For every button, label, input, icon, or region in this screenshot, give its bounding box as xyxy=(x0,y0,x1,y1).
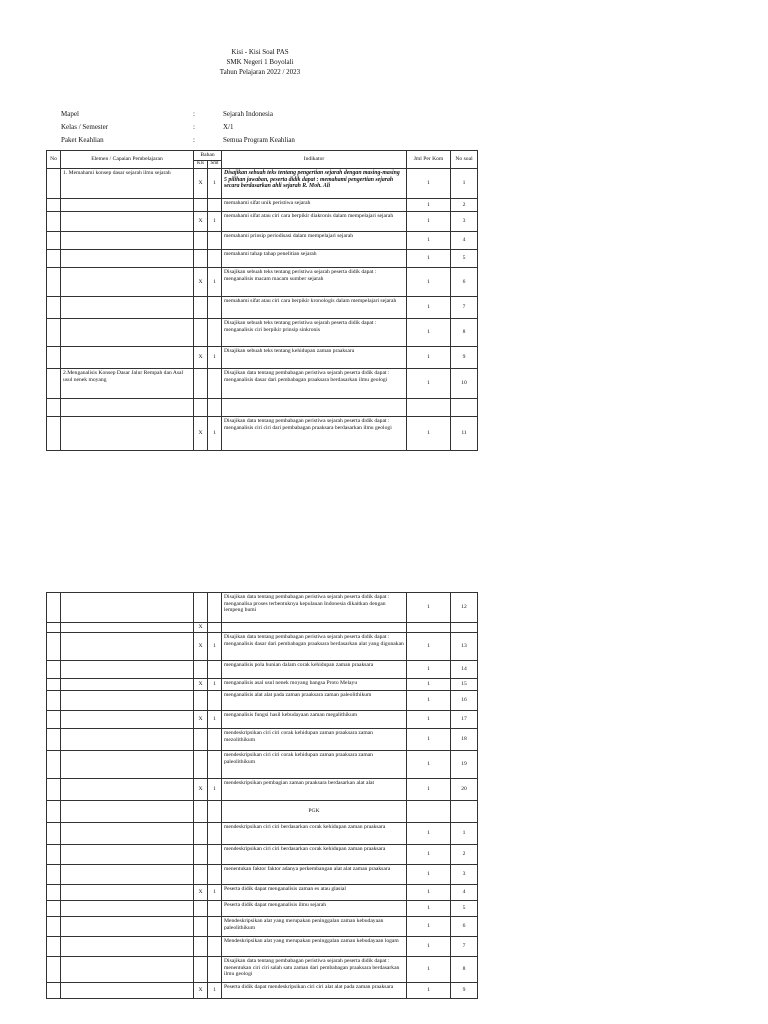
nosoal-cell: 5 xyxy=(451,901,478,917)
row-number-cell xyxy=(47,711,61,729)
indikator-cell: memahami tahap tahap penelitian sejarah xyxy=(222,250,407,268)
smt-cell: 1 xyxy=(208,779,222,801)
nosoal-cell: 17 xyxy=(451,711,478,729)
col-header-nosoal: No soal xyxy=(451,151,478,169)
indikator-cell: Disajikan data tentang pembabagan peristiwa sejarah peserta didik dapat : menganalisis dasar dari pembabagan praaksara berdasarkan alat yang digunakan xyxy=(222,633,407,661)
row-number-cell xyxy=(47,369,61,399)
kls-cell: X xyxy=(194,633,208,661)
nosoal-cell: 20 xyxy=(451,779,478,801)
table-row xyxy=(47,937,478,957)
indikator-cell: Peserta didik dapat menganalisis zaman es atau glasial xyxy=(222,885,407,901)
elemen-cell xyxy=(61,623,194,633)
jml-cell xyxy=(407,623,451,633)
kls-cell: X xyxy=(194,711,208,729)
elemen-cell: 1. Memahami konsep dasar sejarah ilmu sejarah xyxy=(61,169,194,199)
kls-cell: X xyxy=(194,983,208,999)
smt-cell xyxy=(208,593,222,623)
nosoal-cell: 7 xyxy=(451,937,478,957)
indikator-cell xyxy=(222,399,407,417)
indikator-cell: Disajikan data tentang pembabagan peristiwa sejarah peserta didik dapat : menganalisis dasar dari pembabagan praaksara berdasarkan ilmu geologi xyxy=(222,369,407,399)
elemen-cell xyxy=(61,901,194,917)
nosoal-cell: 10 xyxy=(451,369,478,399)
smt-cell: 1 xyxy=(208,983,222,999)
nosoal-cell xyxy=(451,623,478,633)
smt-cell: 1 xyxy=(208,169,222,199)
jml-cell: 1 xyxy=(407,845,451,865)
col-header-jml: Jml Per Kom xyxy=(407,151,451,169)
row-number-cell xyxy=(47,691,61,711)
kls-cell: X xyxy=(194,417,208,451)
nosoal-cell: 4 xyxy=(451,885,478,901)
kls-cell xyxy=(194,801,208,823)
smt-cell xyxy=(208,623,222,633)
row-number-cell xyxy=(47,661,61,679)
meta-sep: : xyxy=(193,136,195,144)
col-header-bahan: Bahan xyxy=(194,151,222,161)
smt-cell xyxy=(208,823,222,845)
kls-cell xyxy=(194,593,208,623)
table-row xyxy=(47,347,478,369)
row-number-cell xyxy=(47,823,61,845)
indikator-cell: Peserta didik dapat menganalisis ilmu sejarah xyxy=(222,901,407,917)
elemen-cell xyxy=(61,679,194,691)
smt-cell: 1 xyxy=(208,212,222,232)
row-number-cell xyxy=(47,199,61,212)
nosoal-cell: 8 xyxy=(451,957,478,983)
table-row xyxy=(47,250,478,268)
smt-cell xyxy=(208,232,222,250)
nosoal-cell: 15 xyxy=(451,679,478,691)
smt-cell xyxy=(208,751,222,779)
col-header-indikator: Indikator xyxy=(222,151,407,169)
nosoal-cell: 19 xyxy=(451,751,478,779)
table-row xyxy=(47,751,478,779)
smt-cell xyxy=(208,937,222,957)
elemen-cell xyxy=(61,399,194,417)
smt-cell: 1 xyxy=(208,347,222,369)
row-number-cell xyxy=(47,679,61,691)
table-row xyxy=(47,983,478,999)
jml-cell: 1 xyxy=(407,865,451,885)
meta-row-paket xyxy=(61,136,391,149)
table-row xyxy=(47,779,478,801)
indikator-cell: Mendeskripsikan alat yang merupakan peninggalan zaman kebudayaan paleolithikum xyxy=(222,917,407,937)
indikator-cell: Disajikan sebuah teks tentang peristiwa sejarah peserta didik dapat : menganalisis ciri berpikir prinsip sinkronis xyxy=(222,319,407,347)
table-row xyxy=(47,729,478,751)
elemen-cell xyxy=(61,801,194,823)
elemen-cell xyxy=(61,823,194,845)
smt-cell xyxy=(208,917,222,937)
row-number-cell xyxy=(47,417,61,451)
nosoal-cell: 3 xyxy=(451,212,478,232)
indikator-cell: Disajikan sebuah teks tentang peristiwa sejarah peserta didik dapat : menganalisis macam macam sumber sejarah xyxy=(222,268,407,297)
indikator-cell: memahami sifat atau ciri cara berpikir diakronis dalam mempelajari sejarah xyxy=(222,212,407,232)
nosoal-cell: 14 xyxy=(451,661,478,679)
row-number-cell xyxy=(47,917,61,937)
jml-cell: 1 xyxy=(407,751,451,779)
table-row xyxy=(47,633,478,661)
elemen-cell xyxy=(61,232,194,250)
kls-cell xyxy=(194,729,208,751)
nosoal-cell: 1 xyxy=(451,823,478,845)
jml-cell: 1 xyxy=(407,199,451,212)
kls-cell xyxy=(194,199,208,212)
elemen-cell xyxy=(61,661,194,679)
meta-value: X/1 xyxy=(223,123,234,131)
smt-cell xyxy=(208,369,222,399)
row-number-cell xyxy=(47,779,61,801)
smt-cell xyxy=(208,865,222,885)
col-header-kls: Kls xyxy=(194,161,208,169)
elemen-cell xyxy=(61,983,194,999)
indikator-cell xyxy=(222,623,407,633)
header-school: SMK Negeri 1 Boyolali xyxy=(226,58,294,66)
jml-cell: 1 xyxy=(407,169,451,199)
smt-cell: 1 xyxy=(208,633,222,661)
table-row xyxy=(47,212,478,232)
table-row xyxy=(47,319,478,347)
jml-cell: 1 xyxy=(407,297,451,319)
jml-cell: 1 xyxy=(407,661,451,679)
kls-cell xyxy=(194,232,208,250)
table-row xyxy=(47,297,478,319)
col-header-elemen: Elemen / Capaian Pembelajaran xyxy=(61,151,194,169)
nosoal-cell: 7 xyxy=(451,297,478,319)
kls-cell xyxy=(194,691,208,711)
jml-cell: 1 xyxy=(407,885,451,901)
table-row xyxy=(47,268,478,297)
jml-cell: 1 xyxy=(407,268,451,297)
jml-cell: 1 xyxy=(407,417,451,451)
jml-cell: 1 xyxy=(407,823,451,845)
table-row xyxy=(47,957,478,983)
indikator-cell: mendeskripsikan ciri ciri corak kehidupan zaman praaksara zaman paleolithikum xyxy=(222,751,407,779)
row-number-cell xyxy=(47,885,61,901)
row-number-cell xyxy=(47,232,61,250)
indikator-cell: menentukan faktor faktor adanya perkembangan alat alat zaman praaksara xyxy=(222,865,407,885)
header-title: Kisi - Kisi Soal PAS xyxy=(231,48,289,56)
row-number-cell xyxy=(47,729,61,751)
kls-cell xyxy=(194,937,208,957)
kls-cell: X xyxy=(194,169,208,199)
jml-cell: 1 xyxy=(407,679,451,691)
kls-cell: X xyxy=(194,885,208,901)
kls-cell xyxy=(194,319,208,347)
nosoal-cell: 11 xyxy=(451,417,478,451)
jml-cell: 1 xyxy=(407,633,451,661)
table-row xyxy=(47,917,478,937)
kls-cell xyxy=(194,845,208,865)
nosoal-cell: 3 xyxy=(451,865,478,885)
elemen-cell xyxy=(61,845,194,865)
nosoal-cell: 12 xyxy=(451,593,478,623)
kls-cell xyxy=(194,823,208,845)
meta-key: Kelas / Semester xyxy=(61,123,109,131)
row-number-cell xyxy=(47,957,61,983)
row-number-cell xyxy=(47,297,61,319)
document-meta xyxy=(61,110,391,149)
elemen-cell xyxy=(61,593,194,623)
col-header-smt: Smt xyxy=(208,161,222,169)
smt-cell: 1 xyxy=(208,711,222,729)
row-number-cell xyxy=(47,633,61,661)
kisi-table-part2 xyxy=(46,592,478,999)
elemen-cell xyxy=(61,865,194,885)
jml-cell xyxy=(407,399,451,417)
jml-cell: 1 xyxy=(407,917,451,937)
elemen-cell xyxy=(61,633,194,661)
meta-key: Mapel xyxy=(61,110,79,118)
table-row xyxy=(47,417,478,451)
elemen-cell xyxy=(61,250,194,268)
nosoal-cell: 6 xyxy=(451,917,478,937)
indikator-cell: mendeskripsikan ciri ciri berdasarkan corak kehidupan zaman praaksara xyxy=(222,845,407,865)
nosoal-cell xyxy=(451,399,478,417)
elemen-cell xyxy=(61,268,194,297)
kls-cell: X xyxy=(194,268,208,297)
nosoal-cell: 2 xyxy=(451,199,478,212)
nosoal-cell: 8 xyxy=(451,319,478,347)
jml-cell: 1 xyxy=(407,957,451,983)
elemen-cell: 2.Menganalisis Konsep Dasar Jalur Rempah dan Asal usul nenek moyang xyxy=(61,369,194,399)
kls-cell xyxy=(194,369,208,399)
table-row xyxy=(47,623,478,633)
meta-sep: : xyxy=(193,110,195,118)
smt-cell xyxy=(208,801,222,823)
nosoal-cell: 4 xyxy=(451,232,478,250)
nosoal-cell: 2 xyxy=(451,845,478,865)
smt-cell xyxy=(208,901,222,917)
jml-cell: 1 xyxy=(407,593,451,623)
table-row xyxy=(47,885,478,901)
smt-cell: 1 xyxy=(208,417,222,451)
table-row xyxy=(47,865,478,885)
elemen-cell xyxy=(61,417,194,451)
elemen-cell xyxy=(61,297,194,319)
kls-cell: X xyxy=(194,679,208,691)
elemen-cell xyxy=(61,199,194,212)
smt-cell: 1 xyxy=(208,885,222,901)
smt-cell xyxy=(208,691,222,711)
table-row xyxy=(47,679,478,691)
meta-value: Sejarah Indonesia xyxy=(223,110,273,118)
table-row xyxy=(47,711,478,729)
smt-cell xyxy=(208,250,222,268)
indikator-cell: menganalisis fungsi hasil kebudayaan zaman megalithikum xyxy=(222,711,407,729)
jml-cell: 1 xyxy=(407,232,451,250)
elemen-cell xyxy=(61,937,194,957)
row-number-cell xyxy=(47,212,61,232)
document-header xyxy=(0,47,520,77)
nosoal-cell: 9 xyxy=(451,347,478,369)
meta-row-mapel xyxy=(61,110,391,123)
kisi-table-part1 xyxy=(46,150,478,451)
kls-cell: X xyxy=(194,212,208,232)
table-row xyxy=(47,169,478,199)
indikator-cell: Disajikan sebuah teks tentang pengertian sejarah dengan masing-masing 5 pilihan jawaban, peserta didik dapat : memahami pengertian sejarah secara berdasarkan ahli sejarah R. Moh. Ali xyxy=(222,169,407,199)
indikator-cell: menganalisis asal usul nenek moyang bangsa Proto Melayu xyxy=(222,679,407,691)
jml-cell: 1 xyxy=(407,369,451,399)
indikator-cell: Disajikan sebuah teks tentang kehidupan zaman praaksara xyxy=(222,347,407,369)
row-number-cell xyxy=(47,901,61,917)
indikator-cell: mendeskripsikan ciri ciri berdasarkan corak kehidupan zaman praaksara xyxy=(222,823,407,845)
kls-cell: X xyxy=(194,623,208,633)
table-row xyxy=(47,199,478,212)
row-number-cell xyxy=(47,399,61,417)
indikator-cell: menganalisis alat alat pada zaman praaksara zaman paleolithikum xyxy=(222,691,407,711)
blank-row xyxy=(47,399,478,417)
elemen-cell xyxy=(61,691,194,711)
jml-cell: 1 xyxy=(407,347,451,369)
elemen-cell xyxy=(61,885,194,901)
row-number-cell xyxy=(47,983,61,999)
kls-cell xyxy=(194,917,208,937)
smt-cell xyxy=(208,319,222,347)
smt-cell xyxy=(208,399,222,417)
indikator-cell: Disajikan data tentang pembabagan peristiwa sejarah peserta didik dapat : menganalisis ciri ciri dari pembabagan praaksara berdasarkan ilmu geologi xyxy=(222,417,407,451)
elemen-cell xyxy=(61,917,194,937)
elemen-cell xyxy=(61,751,194,779)
jml-cell: 1 xyxy=(407,937,451,957)
kls-cell xyxy=(194,957,208,983)
jml-cell: 1 xyxy=(407,729,451,751)
jml-cell: 1 xyxy=(407,319,451,347)
jml-cell: 1 xyxy=(407,983,451,999)
elemen-cell xyxy=(61,729,194,751)
meta-sep: : xyxy=(193,123,195,131)
kls-cell xyxy=(194,865,208,885)
smt-cell xyxy=(208,199,222,212)
nosoal-cell: 1 xyxy=(451,169,478,199)
row-number-cell xyxy=(47,347,61,369)
row-number-cell xyxy=(47,169,61,199)
jml-cell: 1 xyxy=(407,901,451,917)
smt-cell xyxy=(208,297,222,319)
jml-cell: 1 xyxy=(407,779,451,801)
smt-cell: 1 xyxy=(208,679,222,691)
row-number-cell xyxy=(47,250,61,268)
row-number-cell xyxy=(47,268,61,297)
jml-cell: 1 xyxy=(407,212,451,232)
smt-cell xyxy=(208,729,222,751)
indikator-cell: mendeskripsikan ciri ciri corak kehidupan zaman praaksara zaman mezolithikum xyxy=(222,729,407,751)
row-number-cell xyxy=(47,623,61,633)
kls-cell: X xyxy=(194,779,208,801)
nosoal-cell: 16 xyxy=(451,691,478,711)
meta-row-kelas xyxy=(61,123,391,136)
kls-cell xyxy=(194,751,208,779)
indikator-cell: Disajikan data tentang pembabagan peristiwa sejarah peserta didik dapat : menganalisa proses terbentuknya kepulauan Indonesia dikaitkan dengan lempeng bumi xyxy=(222,593,407,623)
meta-value: Semua Program Keahlian xyxy=(223,136,295,144)
smt-cell xyxy=(208,957,222,983)
elemen-cell xyxy=(61,779,194,801)
table-row xyxy=(47,823,478,845)
kls-cell xyxy=(194,297,208,319)
table-row xyxy=(47,593,478,623)
row-number-cell xyxy=(47,937,61,957)
indikator-cell: memahami sifat unik peristiwa sejarah xyxy=(222,199,407,212)
smt-cell xyxy=(208,661,222,679)
indikator-cell: Disajikan data tentang pembabagan peristiwa sejarah peserta didik dapat : menentukan ciri ciri salah satu zaman dari pembabagan praaksara berdasarkan ilmu geologi xyxy=(222,957,407,983)
kls-cell xyxy=(194,399,208,417)
row-number-cell xyxy=(47,801,61,823)
elemen-cell xyxy=(61,957,194,983)
jml-cell: 1 xyxy=(407,711,451,729)
indikator-cell: menganalisis pola hunian dalam corak kehidupan zaman praaksara xyxy=(222,661,407,679)
elemen-cell xyxy=(61,711,194,729)
elemen-cell xyxy=(61,212,194,232)
indikator-cell: Mendeskripsikan alat yang merupakan peninggalan zaman kebudayaan logam xyxy=(222,937,407,957)
elemen-cell xyxy=(61,347,194,369)
elemen-cell xyxy=(61,319,194,347)
row-number-cell xyxy=(47,319,61,347)
smt-cell: 1 xyxy=(208,268,222,297)
nosoal-cell xyxy=(451,801,478,823)
indikator-cell: mendeskripsikan pembagian zaman praaksara berdasarkan alat alat xyxy=(222,779,407,801)
indikator-cell: Peserta didik dapat mendeskripsikan ciri ciri alat alat pada zaman praaksara xyxy=(222,983,407,999)
indikator-cell: memahami prinsip periodisasi dalam mempelajari sejarah xyxy=(222,232,407,250)
nosoal-cell: 9 xyxy=(451,983,478,999)
row-number-cell xyxy=(47,865,61,885)
jml-cell: 1 xyxy=(407,691,451,711)
jml-cell xyxy=(407,801,451,823)
table-row xyxy=(47,845,478,865)
header-year: Tahun Pelajaran 2022 / 2023 xyxy=(219,68,301,76)
table-row xyxy=(47,369,478,399)
indikator-cell: memahami sifat atau ciri cara berpikir kronologis dalam mempelajari sejarah xyxy=(222,297,407,319)
row-number-cell xyxy=(47,593,61,623)
nosoal-cell: 5 xyxy=(451,250,478,268)
pgk-row xyxy=(47,801,478,823)
kls-cell xyxy=(194,661,208,679)
row-number-cell xyxy=(47,845,61,865)
table-row xyxy=(47,661,478,679)
nosoal-cell: 13 xyxy=(451,633,478,661)
kls-cell: X xyxy=(194,347,208,369)
nosoal-cell: 6 xyxy=(451,268,478,297)
row-number-cell xyxy=(47,751,61,779)
kls-cell xyxy=(194,901,208,917)
jml-cell: 1 xyxy=(407,250,451,268)
meta-key: Paket Keahlian xyxy=(61,136,104,144)
smt-cell xyxy=(208,845,222,865)
pgk-label: PGK xyxy=(222,801,407,823)
col-header-no: No xyxy=(47,151,61,169)
kls-cell xyxy=(194,250,208,268)
table-row xyxy=(47,901,478,917)
table-row xyxy=(47,232,478,250)
table-row xyxy=(47,691,478,711)
nosoal-cell: 18 xyxy=(451,729,478,751)
